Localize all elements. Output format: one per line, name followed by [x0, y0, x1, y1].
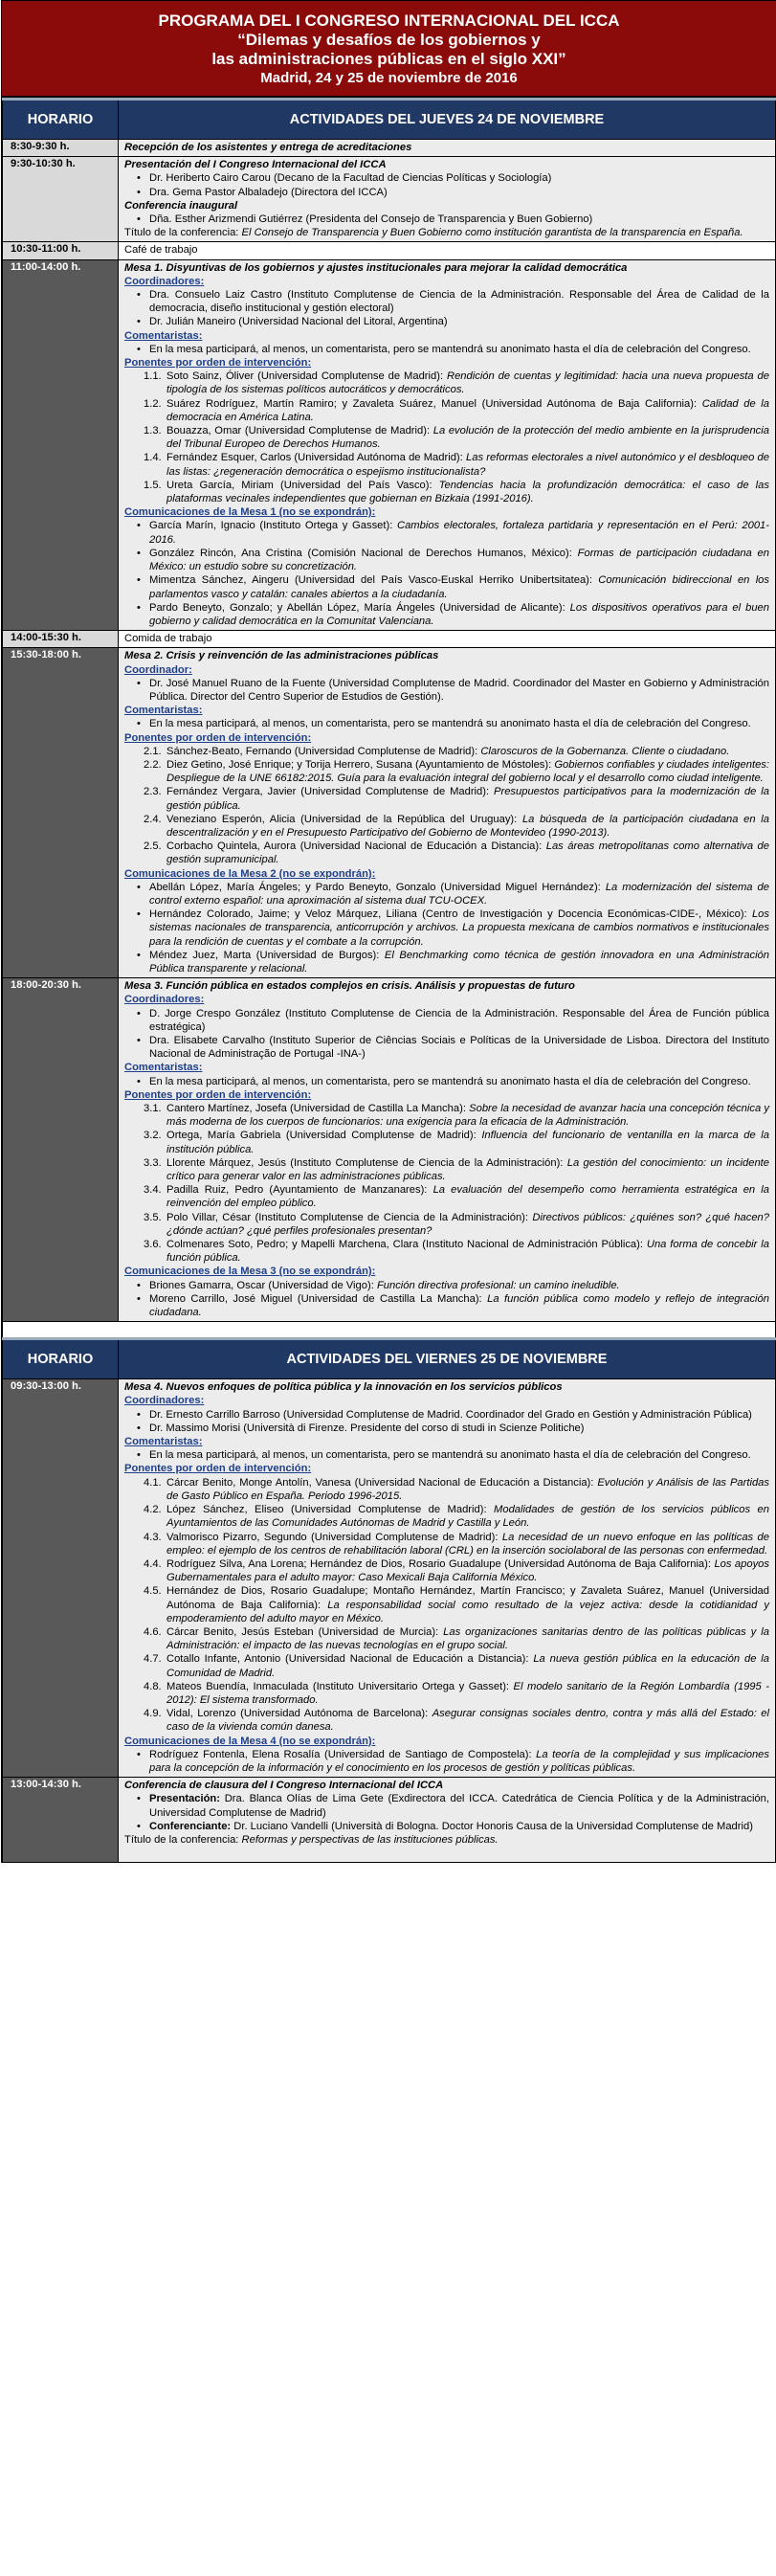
schedule-row-mesa3: [3, 978, 776, 1322]
item-paper-title: Los apoyos Gubernamentales para el adulto mayor: Caso Mexicali Baja California México.: [166, 1557, 769, 1584]
item-paper-title: La teoría de la complejidad y sus implicaciones para la concepción de la información y el conocimiento en los procesos de gestión y políticas públicas.: [149, 1748, 769, 1774]
list-item: [144, 397, 769, 424]
list-item: • Dra. Consuelo Laiz Castro (Instituto Complutense de Ciencia de la Administración. Responsable del Área de Calidad de la democracia, diseño institucional y gestión electoral): [149, 288, 769, 315]
day1-activity-header: ACTIVIDADES DEL JUEVES 24 DE NOVIEMBRE: [119, 100, 776, 140]
session-title: Mesa 2. Crisis y reinvención de las administraciones públicas: [124, 650, 439, 662]
speakers-heading: Ponentes por orden de intervención:: [124, 731, 312, 744]
conference-name: El Consejo de Transparencia y Buen Gobierno como institución garantista de la transparencia en España.: [241, 227, 743, 239]
item-number: 4.6.: [144, 1625, 162, 1638]
list-item: [144, 1102, 769, 1129]
commentators-list: [124, 343, 769, 356]
item-paper-title: La función pública como modelo y reflejo de integración ciudadana.: [149, 1292, 769, 1319]
list-item: [149, 949, 769, 975]
schedule-row-lunch: [3, 631, 776, 648]
item-paper-title: La nueva gestión pública en la educación de la Comunidad de Madrid.: [166, 1653, 769, 1679]
commentators-list: [124, 1448, 769, 1462]
list-item: • D. Jorge Crespo González (Instituto Complutense de Ciencia de la Administración. Responsable del Área de Función pública estratégica): [149, 1007, 769, 1034]
row-activity: Café de trabajo: [119, 242, 776, 259]
item-paper-title: Modalidades de gestión de los servicios públicos en Ayuntamientos de las Comunidades Autónomas de Madrid y Castilla y León.: [166, 1504, 770, 1530]
list-item: [149, 1292, 769, 1319]
schedule-row-closing: [3, 1778, 776, 1863]
list-item: [144, 1584, 769, 1625]
speakers-list: [124, 745, 769, 867]
list-item: [144, 1707, 769, 1734]
mesa-cell: [119, 259, 776, 630]
list-item: [149, 907, 769, 949]
speakers-list: [124, 1476, 769, 1735]
item-number: 2.3.: [144, 786, 162, 798]
list-item: [149, 1792, 769, 1819]
list-item: • Dr. Massimo Morisi (Università di Firenze. Presidente del corso di studi in Scienze Politiche): [149, 1422, 769, 1435]
list-item: [144, 1211, 769, 1238]
day1-time-header: HORARIO: [3, 100, 119, 140]
item-paper-title: Las reformas electorales a nivel autonómico y el desbloqueo de las listas: ¿regeneración democrática o espejismo institucionalista?: [166, 452, 769, 478]
item-paper-title: Formas de participación ciudadana en México: un estudio sobre su concretización.: [149, 547, 769, 573]
list-item: [149, 601, 769, 628]
speakers-heading: Ponentes por orden de intervención:: [124, 1088, 312, 1101]
list-item: [144, 1129, 769, 1155]
item-number: 3.3.: [144, 1156, 162, 1169]
list-item: [144, 758, 769, 785]
list-item: [149, 519, 769, 546]
item-author: Moreno Carrillo, José Miguel (Universidad de Castilla La Mancha):: [149, 1292, 488, 1305]
item-author: García Marín, Ignacio (Instituto Ortega y Gasset):: [149, 520, 397, 532]
list-item: • Dra. Elisabete Carvalho (Instituto Superior de Ciências Sociais e Políticas de la Universidade de Lisboa. Directora del Instituto Nacional de Administração de Portugal -INA-): [149, 1034, 769, 1061]
item-number: 3.1.: [144, 1103, 162, 1115]
conference-title: [124, 226, 769, 239]
item-paper-title: Calidad de la democracia en América Latina.: [166, 397, 769, 423]
item-number: 4.5.: [144, 1585, 162, 1598]
item-paper-title: Los sistemas nacionales de transparencia, anticorrupción y archivos. La propuesta mexicana de cambios normativos e institucionales para la rendición de cuentas y el combate a la corrupción.: [149, 908, 769, 948]
communications-list: [124, 881, 769, 975]
list-item: [144, 451, 769, 478]
item-paper-title: Función directiva profesional: un camino ineludible.: [376, 1279, 620, 1291]
item-label: Conferenciante:: [149, 1820, 234, 1832]
item-author: Cantero Martínez, Josefa (Universidad de Castilla La Mancha):: [166, 1103, 470, 1115]
commentators-heading: Comentaristas:: [124, 1062, 203, 1074]
item-paper-title: Sobre la necesidad de avanzar hacia una concepción técnica y más moderna de los cuerpos de funcionarios: una exigencia para la eficacia de la Administración.: [166, 1103, 769, 1129]
item-number: 2.4.: [144, 813, 162, 825]
item-author: Pardo Beneyto, Gonzalo; y Abellán López, María Ángeles (Universidad de Alicante):: [149, 601, 570, 614]
communications-list: [124, 519, 769, 628]
row-activity: Comida de trabajo: [119, 631, 776, 648]
schedule-row-coffee: [3, 242, 776, 259]
session-subtitle: Conferencia inaugural: [124, 199, 238, 212]
item-paper-title: Rendición de cuentas y legitimidad: hacia una nueva propuesta de tipología de los sistemas políticos autocráticos y democráticos.: [166, 370, 769, 396]
coordinators-list: [124, 1408, 769, 1435]
list-item: • Dra. Gema Pastor Albaladejo (Directora del ICCA): [149, 186, 769, 199]
commentators-heading: Comentaristas:: [124, 329, 203, 342]
item-author: Valmorisco Pizarro, Segundo (Universidad Complutense de Madrid):: [166, 1531, 502, 1543]
list-item: [144, 424, 769, 451]
item-paper-title: La gestión del conocimiento: un incidente crítico para generar valor en las administraciones públicas.: [166, 1156, 769, 1183]
list-item: [144, 370, 769, 396]
list-item: [144, 813, 769, 840]
item-number: 1.3.: [144, 425, 162, 437]
day2-schedule-table: [2, 1337, 776, 1863]
list-item: • Dña. Esther Arizmendi Gutiérrez (Presidenta del Consejo de Transparencia y Buen Gobierno): [149, 213, 769, 226]
item-author: Cárcar Benito, Jesús Esteban (Universidad de Murcia):: [166, 1625, 444, 1638]
list-item: [149, 1820, 769, 1833]
list-item: [149, 881, 769, 907]
item-text: Dra. Blanca Olías de Lima Gete (Exdirectora del ICCA. Catedrática de Ciencia Política y de la Administración, Universidad Complutense de Madrid): [149, 1793, 769, 1819]
coordinators-heading: Coordinadores:: [124, 275, 205, 287]
item-number: 3.4.: [144, 1184, 162, 1197]
item-paper-title: La responsabilidad social como resultado de la vejez activa: desde la cotidianidad y empoderamiento del adulto mayor en México.: [166, 1599, 769, 1624]
item-number: 1.5.: [144, 479, 162, 491]
row-time: 09:30-13:00 h.: [3, 1379, 119, 1778]
schedule-row-opening: [3, 157, 776, 242]
list-item: • Dr. José Manuel Ruano de la Fuente (Universidad Complutense de Madrid. Coordinador del Master en Gobierno y Administración Pública. Director del Centro Superior de Estudios de Gestión).: [149, 677, 769, 704]
item-number: 4.8.: [144, 1680, 162, 1692]
item-number: 1.1.: [144, 370, 162, 383]
list-item: [144, 1652, 769, 1679]
item-paper-title: Directivos públicos: ¿quiénes son? ¿qué hacen? ¿dónde actúan? ¿qué perfiles profesionales presentan?: [166, 1211, 769, 1237]
commentators-list: [124, 717, 769, 730]
communications-list: [124, 1279, 769, 1320]
list-item: [144, 1156, 769, 1183]
day-separator: [2, 1322, 776, 1337]
item-paper-title: Las organizaciones sanitarias dentro de las políticas públicas y la Administración: el impacto de las nuevas tecnologías en el grupo social.: [166, 1625, 769, 1652]
commentators-heading: Comentaristas:: [124, 1436, 203, 1448]
item-author: Corbacho Quintela, Aurora (Universidad Nacional de Educación a Distancia):: [166, 840, 546, 853]
list-item: [144, 745, 769, 758]
item-paper-title: Comunicación bidireccional en los parlamentos vasco y catalán: canales abiertos a la ciudadanía.: [149, 574, 769, 600]
session-title: Mesa 1. Disyuntivas de los gobiernos y ajustes institucionales para mejorar la calidad democrática: [124, 261, 628, 274]
speakers-list: [124, 1102, 769, 1265]
program-title: PROGRAMA DEL I CONGRESO INTERNACIONAL DEL ICCA: [158, 11, 620, 30]
item-text: Dr. Luciano Vandelli (Università di Bologna. Doctor Honoris Causa de la Universidad Complutense de Madrid): [233, 1820, 753, 1832]
communications-heading: Comunicaciones de la Mesa 2 (no se expondrán):: [124, 867, 376, 880]
item-author: Ortega, María Gabriela (Universidad Complutense de Madrid):: [166, 1130, 482, 1142]
item-author: Cotallo Infante, Antonio (Universidad Nacional de Educación a Distancia):: [166, 1653, 534, 1666]
item-paper-title: Influencia del funcionario de ventanilla en la marca de la institución pública.: [166, 1130, 769, 1155]
item-paper-title: Gobiernos confiables y ciudades inteligentes: Despliegue de la UNE 66182:2015. Guía para la evaluación integral del gobierno local y el desarrollo como ciudad inteligente.: [166, 758, 769, 785]
item-number: 2.5.: [144, 840, 162, 853]
list-item: [144, 479, 769, 505]
item-author: Padilla Ruiz, Pedro (Ayuntamiento de Manzanares):: [166, 1184, 433, 1197]
item-label: Presentación:: [149, 1793, 225, 1805]
speakers-heading: Ponentes por orden de intervención:: [124, 357, 312, 370]
row-time: 18:00-20:30 h.: [3, 978, 119, 1322]
item-paper-title: La necesidad de un nuevo enfoque en las políticas de empleo: el ejemplo de los centros de rehabilitación laboral (CRL) en la inserción sociolaboral de las personas con enfermedad.: [166, 1531, 769, 1557]
item-paper-title: La búsqueda de la participación ciudadana en la descentralización y en el Presupuesto Participativo del Gobierno de Montevideo (1990-2013).: [166, 813, 769, 839]
program-subtitle-line2: las administraciones públicas en el siglo XXI”: [211, 50, 566, 68]
coordinators-heading: Coordinador:: [124, 663, 192, 676]
item-author: Rodríguez Fontenla, Elena Rosalía (Universidad de Santiago de Compostela):: [149, 1748, 537, 1760]
mesa-cell: [119, 1379, 776, 1778]
item-paper-title: Evolución y Análisis de las Partidas de Gasto Público en España. Periodo 1996-2015.: [166, 1476, 769, 1502]
conference-name: Reformas y perspectivas de las instituciones públicas.: [241, 1833, 499, 1846]
program-subtitle-line1: “Dilemas y desafíos de los gobiernos y: [237, 31, 541, 49]
item-number: 4.1.: [144, 1476, 162, 1489]
list-item: [149, 547, 769, 573]
coordinators-heading: Coordinadores:: [124, 994, 205, 1006]
item-number: 3.5.: [144, 1211, 162, 1223]
communications-heading: Comunicaciones de la Mesa 3 (no se expondrán):: [124, 1266, 376, 1278]
conference-title: [124, 1833, 769, 1847]
coordinators-list: [124, 1007, 769, 1062]
item-number: 4.9.: [144, 1708, 162, 1720]
item-paper-title: Los dispositivos operativos para el buen gobierno y calidad democrática en la Comunitat Valenciana.: [149, 601, 770, 627]
item-author: Fernández Esquer, Carlos (Universidad Autónoma de Madrid):: [166, 452, 466, 464]
row-time: 13:00-14:30 h.: [3, 1778, 119, 1863]
session-title: Presentación del I Congreso Internacional del ICCA: [124, 159, 387, 171]
item-author: Méndez Juez, Marta (Universidad de Burgos):: [149, 949, 385, 961]
list-item: [144, 1625, 769, 1652]
item-number: 1.2.: [144, 397, 162, 410]
list-item: [144, 1680, 769, 1707]
list-item: [144, 840, 769, 866]
item-author: Suárez Rodríguez, Martín Ramiro; y Zavaleta Suárez, Manuel (Universidad Autónoma de Baja California):: [166, 397, 702, 410]
item-author: Sánchez-Beato, Fernando (Universidad Complutense de Madrid):: [166, 745, 481, 757]
item-author: Hernández de Dios, Rosario Guadalupe; Montaño Hernández, Martín Francisco; y Zavaleta Suárez, Manuel (Universidad Autónoma de Baja California):: [166, 1585, 769, 1611]
session-title: Conferencia de clausura del I Congreso Internacional del ICCA: [124, 1780, 444, 1792]
row-time: 11:00-14:00 h.: [3, 259, 119, 630]
item-author: Briones Gamarra, Oscar (Universidad de Vigo):: [149, 1279, 377, 1291]
item-paper-title: Tendencias hacia la profundización democrática: el caso de las plataformas vecinales independientes que gobiernan en Bizkaia (1991-2016).: [166, 479, 769, 505]
list-item: • Dr. Heriberto Cairo Carou (Decano de la Facultad de Ciencias Políticas y Sociología): [149, 171, 769, 185]
list-item: • En la mesa participará, al menos, un comentarista, pero se mantendrá su anonimato hasta el día de celebración del Congreso.: [149, 1075, 769, 1088]
coordinators-list: [124, 288, 769, 329]
item-paper-title: La evaluación del desempeño como herramienta estratégica en la reinvención del empleo público.: [166, 1184, 769, 1210]
item-author: López Sánchez, Eliseo (Universidad Complutense de Madrid):: [166, 1504, 495, 1516]
item-author: Polo Villar, César (Instituto Complutense de Ciencia de la Administración):: [166, 1211, 533, 1223]
item-author: Mimentza Sánchez, Aingeru (Universidad del País Vasco-Euskal Herriko Unibertsitatea):: [149, 574, 599, 587]
list-item: [144, 1238, 769, 1265]
item-author: Hernández Colorado, Jaime; y Veloz Márquez, Liliana (Centro de Investigación y Docencia Económicas-CIDE-, México):: [149, 908, 752, 921]
day2-time-header: HORARIO: [3, 1339, 119, 1379]
item-author: Rodríguez Silva, Ana Lorena; Hernández de Dios, Rosario Guadalupe (Universidad Autónoma de Baja California):: [166, 1557, 715, 1570]
row-time: 8:30-9:30 h.: [3, 140, 119, 157]
row-time: 9:30-10:30 h.: [3, 157, 119, 242]
row-activity: Recepción de los asistentes y entrega de acreditaciones: [124, 142, 412, 153]
item-paper-title: La evolución de la protección del medio ambiente en la jurisprudencia del Tribunal Europeo de Derechos Humanos.: [166, 425, 769, 451]
item-author: Veneziano Esperón, Alicia (Universidad de la República del Uruguay):: [166, 813, 522, 825]
item-number: 2.2.: [144, 758, 162, 771]
item-author: Mateos Buendía, Inmaculada (Instituto Universitario Ortega y Gasset):: [166, 1680, 514, 1692]
conference-label: Título de la conferencia:: [124, 227, 242, 239]
item-number: 4.7.: [144, 1653, 162, 1666]
row-time: 14:00-15:30 h.: [3, 631, 119, 648]
item-paper-title: El modelo sanitario de la Región Lombardía (1995 - 2012): El sistema transformado.: [166, 1680, 769, 1706]
item-author: Colmenares Soto, Pedro; y Mapelli Marchena, Clara (Instituto Nacional de Administración Pública):: [166, 1239, 647, 1251]
item-author: Fernández Vergara, Javier (Universidad Complutense de Madrid):: [166, 786, 494, 798]
row-time: 15:30-18:00 h.: [3, 648, 119, 978]
list-item: [144, 1503, 770, 1530]
row-time: 10:30-11:00 h.: [3, 242, 119, 259]
item-number: 4.3.: [144, 1531, 162, 1543]
list-item: [149, 1748, 769, 1775]
item-number: 4.4.: [144, 1557, 162, 1570]
list-item: [144, 1531, 769, 1557]
day2-header-row: [3, 1339, 776, 1379]
communications-heading: Comunicaciones de la Mesa 4 (no se expondrán):: [124, 1735, 376, 1747]
item-author: Cárcar Benito, Monge Antolín, Vanesa (Universidad Nacional de Educación a Distancia):: [166, 1476, 598, 1489]
commentators-heading: Comentaristas:: [124, 705, 203, 717]
schedule-row-reception: [3, 140, 776, 157]
session-title: Mesa 4. Nuevos enfoques de política pública y la innovación en los servicios públicos: [124, 1381, 563, 1394]
day1-header-row: [3, 100, 776, 140]
item-author: Vidal, Lorenzo (Universidad Autónoma de Barcelona):: [166, 1708, 432, 1720]
mesa-cell: [119, 648, 776, 978]
speakers-heading: Ponentes por orden de intervención:: [124, 1463, 312, 1475]
session-title: Mesa 3. Función pública en estados complejos en crisis. Análisis y propuestas de futuro: [124, 980, 575, 993]
item-number: 3.2.: [144, 1130, 162, 1142]
program-place-date: Madrid, 24 y 25 de noviembre de 2016: [260, 70, 518, 86]
item-author: Diez Getino, José Enrique; y Torija Herrero, Susana (Ayuntamiento de Móstoles):: [166, 758, 555, 771]
item-paper-title: Claroscuros de la Gobernanza. Cliente o ciudadano.: [480, 745, 730, 757]
item-author: Ureta García, Miriam (Universidad del País Vasco):: [166, 479, 439, 491]
schedule-row-mesa4: [3, 1379, 776, 1778]
day2-activity-header: ACTIVIDADES DEL VIERNES 25 DE NOVIEMBRE: [119, 1339, 776, 1379]
program-banner: [2, 1, 776, 98]
item-author: Abellán López, María Ángeles; y Pardo Beneyto, Gonzalo (Universidad Miguel Hernández):: [149, 881, 606, 893]
list-item: • En la mesa participará, al menos, un comentarista, pero se mantendrá su anonimato hasta el día de celebración del Congreso.: [149, 717, 769, 730]
list-item: [144, 1183, 769, 1210]
coordinators-list: [124, 677, 769, 704]
speakers-list: [124, 370, 769, 505]
item-paper-title: Cambios electorales, fortaleza partidaria y representación en el Perú: 2001-2016.: [149, 520, 770, 546]
conference-label: Título de la conferencia:: [124, 1833, 242, 1846]
item-paper-title: La modernización del sistema de control externo español: una aproximación al sistema dual TCU-OCEX.: [149, 881, 769, 907]
mesa-cell: [119, 978, 776, 1322]
item-paper-title: Las áreas metropolitanas como alternativa de gestión supramunicipal.: [166, 840, 769, 866]
item-number: 1.4.: [144, 452, 162, 464]
item-paper-title: Asegurar consignas sociales dentro, contra y más allá del Estado: el caso de la vivienda común danesa.: [166, 1708, 769, 1734]
item-author: Bouazza, Omar (Universidad Complutense de Madrid):: [166, 425, 433, 437]
item-paper-title: Presupuestos participativos para la modernización de la gestión pública.: [166, 786, 769, 812]
schedule-row-mesa1: [3, 259, 776, 630]
item-paper-title: Una forma de concebir la función pública.: [166, 1239, 769, 1265]
list-item: • En la mesa participará, al menos, un comentarista, pero se mantendrá su anonimato hasta el día de celebración del Congreso.: [149, 343, 769, 356]
list-item: • Dr. Julián Maneiro (Universidad Nacional del Litoral, Argentina): [149, 315, 769, 328]
item-number: 3.6.: [144, 1239, 162, 1251]
list-item: • En la mesa participará, al menos, un comentarista, pero se mantendrá su anonimato hasta el día de celebración del Congreso.: [149, 1448, 769, 1462]
coordinators-heading: Coordinadores:: [124, 1395, 205, 1407]
item-number: 4.2.: [144, 1504, 162, 1516]
communications-heading: Comunicaciones de la Mesa 1 (no se expondrán):: [124, 506, 376, 519]
list-item: [144, 785, 769, 812]
item-author: González Rincón, Ana Cristina (Comisión Nacional de Derechos Humanos, México):: [149, 547, 578, 559]
program-sheet: [1, 0, 776, 1863]
schedule-row-mesa2: [3, 648, 776, 978]
list-item: [144, 1476, 769, 1503]
list-item: [149, 573, 769, 600]
communications-list: [124, 1748, 769, 1775]
list-item: • Dr. Ernesto Carrillo Barroso (Universidad Complutense de Madrid. Coordinador del Grado en Gestión y Administración Pública): [149, 1408, 769, 1422]
commentators-list: [124, 1075, 769, 1088]
item-number: 2.1.: [144, 745, 162, 757]
item-paper-title: El Benchmarking como técnica de gestión innovadora en una Administración Pública transparente y relacional.: [149, 949, 769, 974]
item-author: Soto Sainz, Óliver (Universidad Complutense de Madrid):: [166, 370, 447, 383]
list-item: [149, 1279, 769, 1292]
item-author: Llorente Márquez, Jesús (Instituto Complutense de Ciencia de la Administración):: [166, 1156, 567, 1169]
list-item: [144, 1557, 769, 1584]
day1-schedule-table: [2, 98, 776, 1322]
